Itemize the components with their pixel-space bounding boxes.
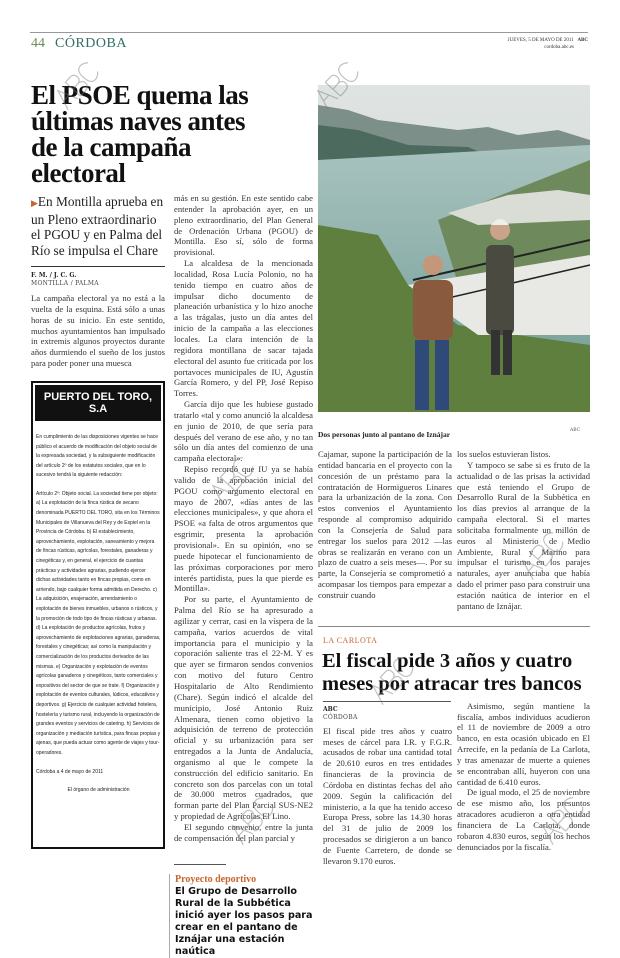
photo-caption: Dos personas junto al pantano de Iznájar [318, 430, 451, 439]
main-story-right [318, 449, 590, 867]
second-headline: El fiscal pide 3 años y cuatro meses por atracar tres bancos [322, 649, 582, 695]
divider [318, 626, 590, 627]
byline: F. M. / J. C. G. [31, 272, 77, 279]
photo-credit: ABC [570, 428, 581, 433]
ad-paragraph: En cumplimiento de las disposiciones vigentes se hace público el acuerdo de modificación del objeto social de la expresada sociedad, y la subsiguiente modificación del artículo 2º de los estatutos sociales, que en lo sucesivo tendrá la siguiente redacción: [36, 433, 159, 479]
subhead-text: En Montilla aprueba en un Pleno extraordinario el PGOU y en Palma del Río se impulsa el Chare [31, 194, 164, 258]
paragraph: Repiso recordó que IU ya se había valido de la aprobación inicial del PGOU como argumento electoral en mayo de 2007, «días antes de las elecciones municipales», y que ahora el PSOE «a falta de otros argumentos que esgrimir, presenta la aprobación provisional». En su opinión, «no se puede hipotecar el funcionamiento de las próximas corporaciones por mero interés partidista, pues la que pierde es Montilla». [174, 464, 313, 594]
paragraph: Por su parte, el Ayuntamiento de Palma del Río se ha apresurado a agilizar y cerrar, casi en la víspera de la campaña, varios acuerdos de vital importancia para el municipio y la coporación saliente tras el 22-M. Y es que ayer se firmaron sendos convenios con motivo del futuro Centro Hospitalario de Alto Rendimiento (Chare). Según indicó el alcalde del municipio, José Antonio Ruiz Almenara, tienen como objetivo la adquisición de terreno de protección oficial y su urbanización para ser entregados a la Junta de Andalucía, organismo al que le compete la construcción del edificio sanitario. En concreto son dos parcelas con un total de 30.000 metros cuadrados, que forman parte del Plan Parcial SUS-NE2 y propiedad de Agrícolas El Lino. [174, 594, 313, 822]
left-column [31, 194, 165, 849]
main-headline: El PSOE quema las últimas naves antes de la campaña electoral [31, 80, 249, 188]
paragraph: La alcaldesa de la mencionada localidad, Rosa Lucía Polonio, no ha tenido tiempo en cuatro años de impulsar dicho documento de planeación urbanística y lo hizo anoche a las trágalas, justo un día antes del inicio de la campaña a las elecciones locales. La clara intención de la regidora montillana de sacar tajada electoral del asunto fue criticada por los portavoces municipales de IU, Agustín García Romero, y del PP, José Repiso Torres. [174, 258, 313, 399]
sidebar-headline: El Grupo de Desarrollo Rural de la Subbética inició ayer los pasos para crear en el pantano de Iznájar una estación naútica [175, 885, 313, 957]
second-kicker: LA CARLOTA [323, 635, 378, 645]
main-col3 [318, 449, 452, 601]
divider [31, 266, 165, 267]
page-number: 44 [31, 36, 45, 51]
divider [323, 701, 451, 702]
main-story-left [31, 82, 313, 958]
paragraph: Asimismo, según mantiene la fiscalía, ambos individuos acudieron el 11 de noviembre de 2009 a otro banco, en esta ocasión ubicado en El Arrecife, en la pedanía de La Carlota, y tras amenazar de muerte a quienes se encontraban allí, huyeron con una cantidad de 6.410 euros. [457, 700, 590, 787]
paragraph: García dijo que les hubiese gustado tratarlo «tal y como anunció la alcaldesa en junio de 2010, de que sería para después del verano de ese año, y no tan sólo un día antes del comienzo de una campaña electoral». [174, 399, 313, 464]
triangle-bullet-icon: ▶ [31, 198, 38, 208]
byline-place: MONTILLA / PALMA [31, 280, 99, 287]
main-col2 [174, 193, 313, 844]
paragraph: los suelos estuvieran listos. [457, 449, 551, 459]
website: cordoba.abc.es [544, 45, 574, 50]
second-col2 [457, 701, 590, 853]
middle-column [174, 193, 313, 958]
main-col1 [31, 293, 165, 369]
date-line [430, 37, 588, 51]
paragraph: El segundo convenio, entre la junta de compensación del plan parcial y [174, 821, 313, 843]
paragraph: De igual modo, el 25 de noviembre de ese mismo año, los presuntos atracadores acudieron a otra entidad financiera de La Carlota, donde robaron 4.830 euros, según los hechos denunciados por la fiscalía. [457, 787, 590, 852]
second-byline: ABC [323, 705, 338, 713]
second-col1 [323, 726, 452, 867]
paragraph: Y tampoco se sabe si es fruto de la actualidad o de las prisas la actividad que está teniendo el Grupo de Desarrollo Rural de la Subbética en los días previos al arranque de la campaña electoral. Si el martes solicitaba formalmente un millón de euros al Ministerio de Medio Ambiente, Rural y Marino para impulsar el turismo en los parajes naturales, ayer anunciaba que había dado el primer paso para construir una estación naútica de interior en el pantano de Iznájar. [457, 459, 590, 611]
second-left [318, 701, 452, 867]
paragraph: El fiscal pide tres años y cuatro meses de cárcel para I.R. y F.G.R. acusados de robar una cantidad total de 20.610 euros en tres entidades financieras de la provincia de Córdoba en distintas fechas del año 2009. Según la calificación del ministerio, a la que ha tenido acceso Europa Press, sobre las 14.30 horas del 31 de julio de 2009 los procesados se dirigieron a un banco de Fuente Carretero, de donde se llevaron 9.170 euros. [323, 725, 452, 866]
ad-paragraph: Córdoba a 4 de mayo de 2011 [36, 768, 104, 775]
paragraph: más en su gestión. En este sentido cabe entender la aprobación ayer, en un pleno extraordinario, del Plan General de Ordenación Urbana (PGOU) de Montilla. Eso sí, sólo de forma provisional. [174, 193, 313, 258]
sidebar-kicker: Proyecto deportivo [175, 873, 257, 885]
paragraph: Cajamar, supone la participación de la entidad bancaria en el proyecto con la concesión de un préstamo para la contratación de Hormigueros Linares para la urbanización de la zona. Con estos convenios el Ayuntamiento responde al compromiso adquirido con la Consejería de Salud para entregar los suelos para 2012 —las obras se realizarán en verano con un plazo de cuatro a seis meses—. Por su parte, la Consejería se comprometió a acompasar los tiempos para empezar a construir cuando [318, 449, 452, 600]
section-title: CÓRDOBA [55, 36, 127, 51]
main-col4 [457, 449, 590, 612]
date: JUEVES, 5 DE MAYO DE 2011 [507, 38, 574, 43]
second-story-body [318, 701, 590, 867]
reservoir-photo [318, 85, 590, 412]
main-subhead [31, 194, 165, 258]
legal-ad [31, 381, 165, 849]
top-rule [30, 32, 588, 33]
sidebar-box [169, 874, 313, 958]
second-place: CÓRDOBA [323, 713, 358, 721]
paragraph: La campaña electoral ya no está a la vuelta de la esquina. Está sólo a unas horas de su inicio. En este sentido, muchos ayuntamientos han impulsado in extremis algunos proyectos durante años durmiendo el sueño de los justos para poder poner una muesca [31, 293, 165, 369]
ad-paragraph: Artículo 2º: Objeto social. La sociedad tiene por objeto: a) La explotación de la finca rústica de secano denominada PUERTO DEL TORO, sita en los Términos Municipales de Villanueva del Rey y de Espiel en la Provincia de Córdoba. b) El establecimiento, aprovechamiento, explotación, saneamiento y mejora de fincas rústicas, agrícolas, forestales, ganaderas y cinegéticas y, en general, el ejercicio de cuantas prácticas y actividades agrarias, pudiendo ejercer dichas actividades tanto en fincas propias, como en arriendo, bajo cualquier forma admitida en Derecho. c) La adquisición, enajenación, arrendamiento o explotación de bienes inmuebles, urbanos o rústicos, y la promoción de todo tipo de fincas rústicas y urbanas. d) La explotación de productos agrícolas, frutos y aprovechamiento de explotaciones agrarias, ganaderas, forestales y cinegéticas; así como la manipulación y comercialización de los productos derivados de las mismas. e) Organización y explotación de eventos agrícolas ganaderos y cinegéticos, tanto comerciales y expositivos del sector de que se trate. f) Organización y explotación de eventos culturales, lúdicos, educativos y deportivos. g) Ejercicio de cualquier actividad hotelera, hostelería y turismo rural, incluyendo la organización de grandes eventos y servicios de catering. h) Servicios de organización y mediación turística, para fincas propias y ajenas, que pueda actuar como agente de viajes y tour-operadores. [36, 490, 161, 756]
brand: ABC [577, 38, 588, 43]
main-continued [318, 449, 590, 612]
ad-signature: El órgano de administración [67, 787, 130, 794]
divider [174, 864, 226, 865]
ad-title: PUERTO DEL TORO, S.A [35, 385, 161, 421]
